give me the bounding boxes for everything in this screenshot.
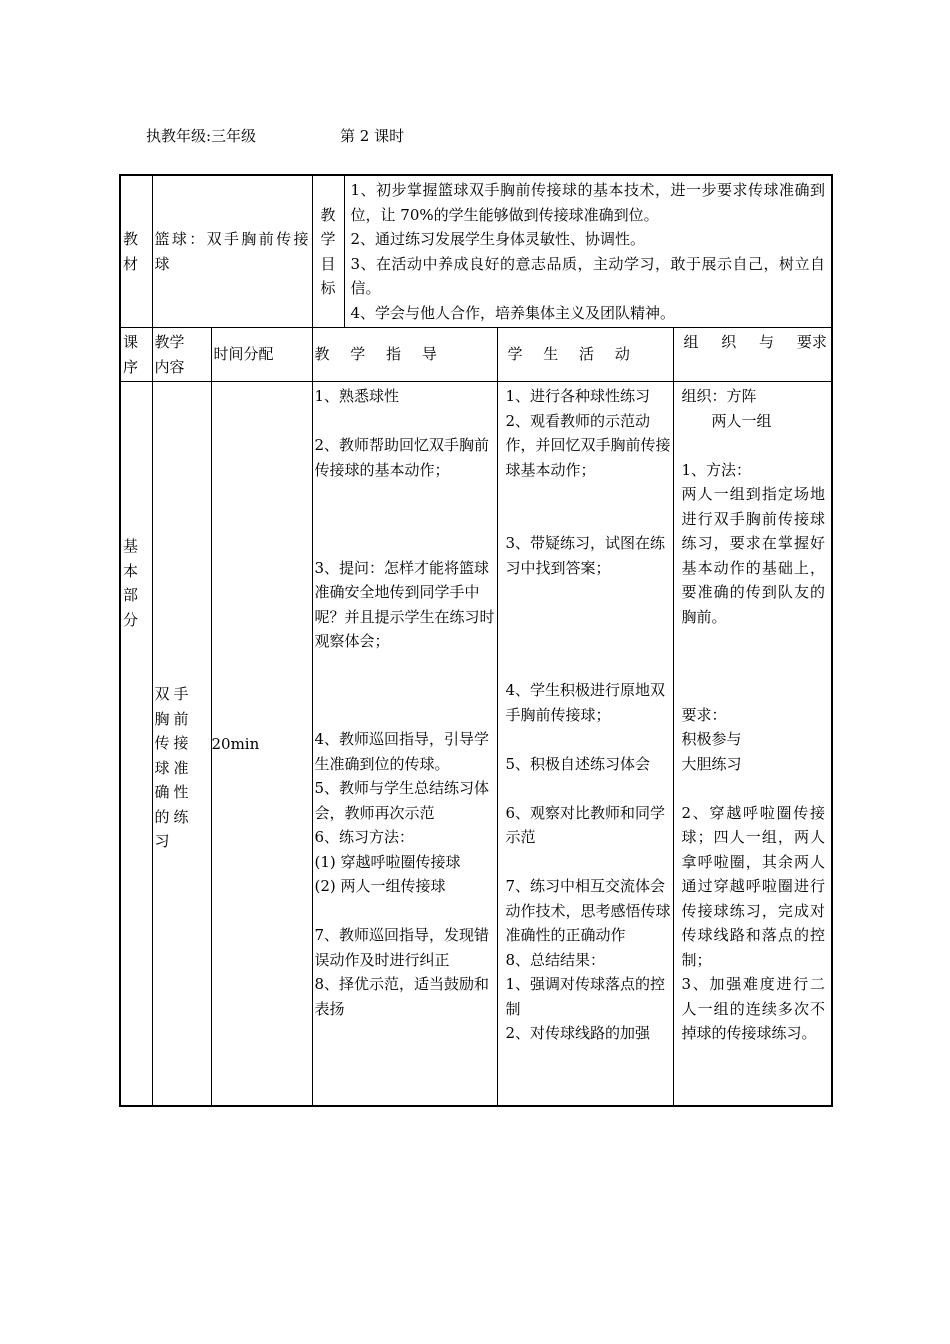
objectives-list [345, 176, 832, 327]
organization-line: 大胆练习 [681, 754, 742, 773]
organization-line: 组织：方阵 [681, 387, 757, 405]
lesson-number: 第 2 课时 [340, 127, 405, 145]
teaching-line: (2) 两人一组传接球 [314, 877, 446, 895]
organization-line: 2、穿越呼啦圈传接球；四人一组，两人拿呼啦圈，其余两人通过穿越呼啦圈进行传接球练习，完成对传球线路和落点的控制； [681, 803, 826, 969]
objectives-label-cell [313, 176, 345, 327]
content-text: 双手胸前传接球准确性的练习 [154, 685, 193, 850]
organization-line [682, 776, 826, 801]
student-line [506, 776, 672, 801]
organization-line: 积极参与 [681, 730, 742, 748]
col-organization-header [673, 328, 832, 382]
column-header-row [120, 328, 832, 382]
organization-line: 两人一组 [711, 411, 772, 430]
teaching-line: 6、练习方法： [314, 828, 415, 846]
student-line [506, 580, 672, 605]
student-line: 4、学生积极进行原地双手胸前传接球； [505, 681, 666, 724]
teaching-line: 1、熟悉球性 [314, 387, 400, 405]
student-line [506, 654, 672, 679]
student-line [506, 850, 672, 875]
teaching-cell [312, 382, 497, 1106]
objectives-label-text: 教学目标 [320, 205, 336, 297]
objective-item: 3、在活动中养成良好的意志品质，主动学习，敢于展示自己，树立自信。 [350, 254, 826, 297]
lesson-plan-table [119, 174, 833, 1107]
student-line [506, 482, 672, 507]
top-row [120, 175, 832, 328]
material-label [120, 175, 152, 328]
organization-line: 1、方法： [681, 460, 752, 479]
sequence-cell [120, 382, 152, 1106]
teaching-line [315, 482, 496, 507]
col-content-text: 教学内容 [154, 333, 185, 376]
organization-line [682, 433, 826, 458]
student-line: 1、强调对传球落点的控制 [505, 975, 666, 1018]
sequence-text: 基本部分 [123, 537, 139, 629]
time-text: 20min [211, 735, 260, 753]
student-line: 6、观察对比教师和同学示范 [505, 803, 666, 846]
teaching-line [315, 507, 496, 532]
col-content-header [152, 328, 211, 382]
teaching-line [315, 899, 496, 924]
teaching-line [315, 409, 496, 434]
objective-item: 1、初步掌握篮球双手胸前传接球的基本技术，进一步要求传球准确到位，让 70%的学生能够做到传接球准确到位。 [350, 181, 826, 224]
student-line: 1、进行各种球性练习 [505, 387, 651, 405]
teaching-line [315, 654, 496, 679]
organization-line: 要求： [681, 705, 727, 724]
col-time-text: 时间分配 [213, 345, 274, 364]
organization-line: 两人一组到指定场地进行双手胸前传接球练习，要求在掌握好基本动作的基础上，要准确的传到队友的胸前。 [681, 485, 826, 626]
col-student-header [497, 328, 673, 382]
student-line: 2、观看教师的示范动作，并回忆双手胸前传接球基本动作； [505, 411, 671, 479]
col-time-header [211, 328, 312, 382]
col-teaching-header [312, 328, 497, 382]
material-value-text: 篮球：双手胸前传接球 [154, 230, 310, 273]
material-label-text: 教材 [123, 230, 139, 273]
teaching-line: 2、教师帮助回忆双手胸前传接球的基本动作； [314, 436, 490, 479]
organization-line [682, 678, 826, 703]
organization-line: 3、加强难度进行二人一组的连续多次不掉球的传接球练习。 [681, 975, 826, 1042]
student-line [506, 727, 672, 752]
col-student-text: 学 生 活 动 [507, 345, 630, 364]
content-cell [152, 382, 211, 1106]
objectives-cell [312, 175, 832, 328]
teaching-line: 4、教师巡回指导，引导学生准确到位的传球。 [314, 730, 490, 773]
col-teaching-text: 教 学 指 导 [314, 345, 437, 364]
organization-cell [673, 382, 832, 1106]
student-line: 3、带疑练习，试图在练习中找到答案； [505, 534, 666, 577]
teaching-line: 7、教师巡回指导，发现错误动作及时进行纠正 [314, 926, 490, 969]
teaching-line: 5、教师与学生总结练习体会，教师再次示范 [314, 779, 490, 822]
teaching-line: 3、提问：怎样才能将篮球准确安全地传到同学手中呢？并且提示学生在练习时观察体会； [314, 558, 495, 650]
material-value [152, 175, 312, 328]
teaching-line [315, 678, 496, 703]
student-line [506, 605, 672, 630]
organization-line [682, 629, 826, 654]
student-line: 8、总结结果： [505, 950, 606, 969]
organization-line [682, 654, 826, 679]
teaching-line: (1) 穿越呼啦圈传接球 [314, 852, 461, 871]
student-line [506, 507, 672, 532]
student-line: 5、积极自述练习体会 [505, 754, 651, 773]
student-line: 2、对传球线路的加强 [505, 1024, 651, 1042]
basic-section-row [120, 382, 832, 1106]
objective-item: 2、通过练习发展学生身体灵敏性、协调性。 [350, 230, 646, 248]
grade-label: 执教年级:三年级 [146, 127, 257, 145]
teaching-line [315, 531, 496, 556]
student-cell [497, 382, 673, 1106]
student-line: 7、练习中相互交流体会动作技术，思考感悟传球准确性的正确动作 [505, 877, 671, 944]
col-sequence-header [120, 328, 152, 382]
teaching-line [315, 703, 496, 728]
student-line [506, 629, 672, 654]
teaching-line: 8、择优示范，适当鼓励和表扬 [314, 975, 490, 1018]
col-sequence-text: 课序 [123, 333, 139, 376]
objective-item: 4、学会与他人合作，培养集体主义及团队精神。 [350, 303, 676, 322]
time-cell [211, 382, 312, 1106]
col-organization-text: 组 织 与 要求 [683, 333, 827, 351]
